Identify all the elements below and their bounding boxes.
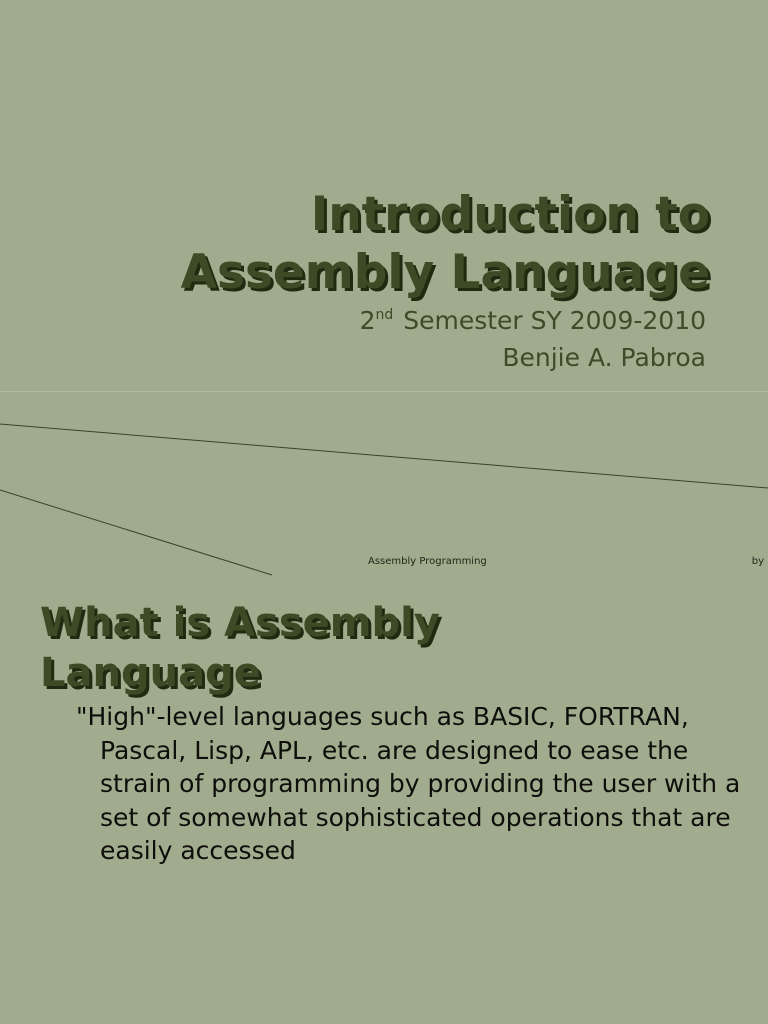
slide-title-line-2: Assembly Language: [180, 245, 710, 300]
content-title-line-1: What is Assembly: [40, 600, 440, 646]
semester-superscript: nd: [375, 307, 394, 323]
footer-author-prefix: by: [751, 556, 764, 567]
semester-text: Semester SY 2009-2010: [395, 306, 706, 335]
content-paragraph: "High"-level languages such as BASIC, FORTRAN, Pascal, Lisp, APL, etc. are designed to ease the strain of programming by providing the user with a set of somewhat sophisticated operations that are easily accessed: [76, 702, 741, 865]
content-title-line-2: Language: [40, 650, 261, 696]
slide-title-line-1: Introduction to: [310, 187, 710, 242]
footer-course-name: Assembly Programming: [368, 556, 487, 567]
content-slide: [0, 576, 768, 1024]
author-name: Benjie A. Pabroa: [502, 343, 706, 372]
content-slide-title: [40, 598, 740, 698]
semester-number: 2: [359, 306, 376, 335]
decorative-line-upper: [0, 424, 768, 488]
decorative-line-lower: [0, 490, 272, 575]
